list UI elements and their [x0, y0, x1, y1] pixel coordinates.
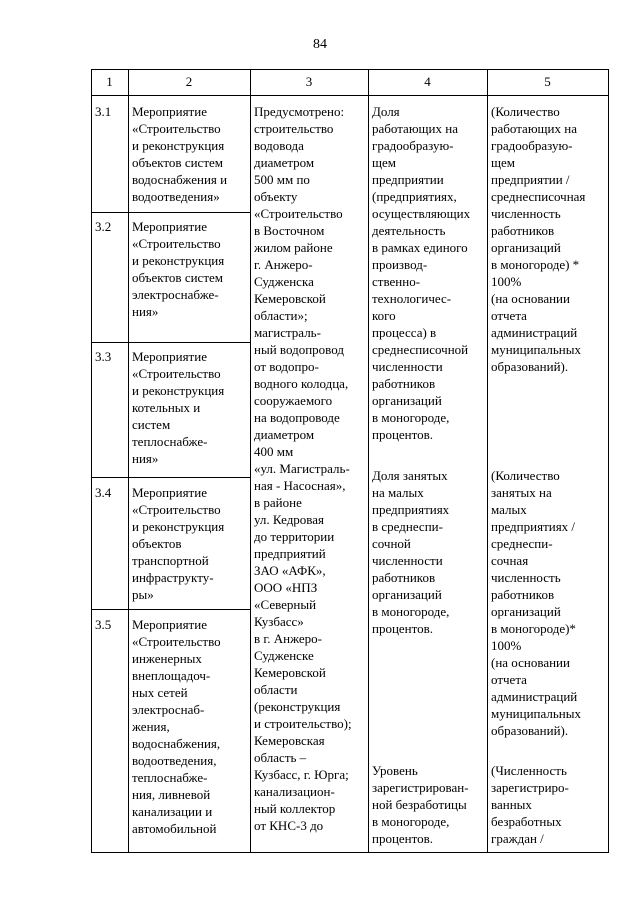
- table-border-right: [608, 69, 609, 853]
- formula-text: (Численность зарегистриро- ванных безработных граждан /: [491, 763, 569, 846]
- row-number: 3.1: [95, 104, 112, 119]
- page-number: 84: [313, 37, 327, 52]
- measure-text: Мероприятие «Строительство и реконструкция объектов транспортной инфраструкту- ры»: [132, 485, 225, 602]
- column-divider: [250, 69, 251, 853]
- row-divider: [91, 609, 251, 610]
- measure-text: Мероприятие «Строительство и реконструкция объектов систем водоснабжения и водоотведения»: [132, 104, 228, 204]
- header-cell-3: 3: [305, 74, 313, 89]
- row-number: 3.3: [95, 349, 112, 364]
- formula-text: (Количество занятых на малых предприятиях / среднеспи- сочная численность работников организаций в моногороде)* 100% (на основании отчета администраций муниципальных образований).: [491, 468, 582, 738]
- row-divider: [91, 212, 251, 213]
- row-number: 3.2: [95, 219, 112, 234]
- row-number: 3.5: [95, 617, 112, 632]
- table-border-top: [91, 69, 609, 70]
- header-cell-4: 4: [424, 74, 431, 89]
- measure-text: Мероприятие «Строительство инженерных внеплощадоч- ных сетей электроснаб- жения, водоснабжения, водоотведения, теплоснабже- ния, ливневой канализации и автомобильной: [132, 617, 221, 836]
- header-divider: [91, 95, 609, 96]
- header-cell-1: 1: [106, 74, 113, 89]
- indicator-text: Доля работающих на градообразую- щем предприятии (предприятиях, осуществляющих деятельность в рамках единого производ- ственно- технологичес- кого процесса) в среднесписочной численности работников организаций в моногороде, процентов.: [372, 104, 471, 442]
- formula-text: (Количество работающих на градообразую- щем предприятии / среднесписочная численность работников организаций в моногороде) * 100% (на основании отчета администраций муниципальных образований).: [491, 104, 586, 374]
- measure-text: Мероприятие «Строительство и реконструкция объектов систем электроснабже- ния»: [132, 219, 225, 319]
- header-cell-2: 2: [185, 74, 193, 89]
- row-number: 3.4: [95, 485, 112, 500]
- measure-text: Мероприятие «Строительство и реконструкция котельных и систем теплоснабже- ния»: [132, 349, 225, 466]
- table-border-bottom: [91, 852, 609, 853]
- provisions-text: Предусмотрено: строительство водовода диаметром 500 мм по объекту «Строительство в Восточном жилом районе г. Анжеро- Судженска Кемеровской области»; магистраль- ный водопровод от водопро- водного колодца, сооружаемого на водопроводе диаметром 400 мм «ул. Магистраль- ная - Насосная», в районе ул. Кедровая до территории предприятий ЗАО «АФК», ООО «НПЗ «Северный Кузбасс» в г. Анжеро- Судженске Кемеровской области (реконструкция и строительство); Кемеровская область – Кузбасс, г. Юрга; канализацион- ный коллектор от КНС-3 до: [254, 104, 352, 833]
- header-cell-5: 5: [544, 74, 551, 89]
- row-divider: [91, 342, 251, 343]
- table-border-left: [91, 69, 92, 853]
- column-divider: [487, 69, 488, 853]
- indicator-text: Уровень зарегистрирован- ной безработицы в моногороде, процентов.: [372, 763, 469, 846]
- column-divider: [128, 69, 129, 853]
- indicator-text: Доля занятых на малых предприятиях в среднеспи- сочной численности работников организаций в моногороде, процентов.: [372, 468, 450, 636]
- row-divider: [91, 477, 251, 478]
- column-divider: [368, 69, 369, 853]
